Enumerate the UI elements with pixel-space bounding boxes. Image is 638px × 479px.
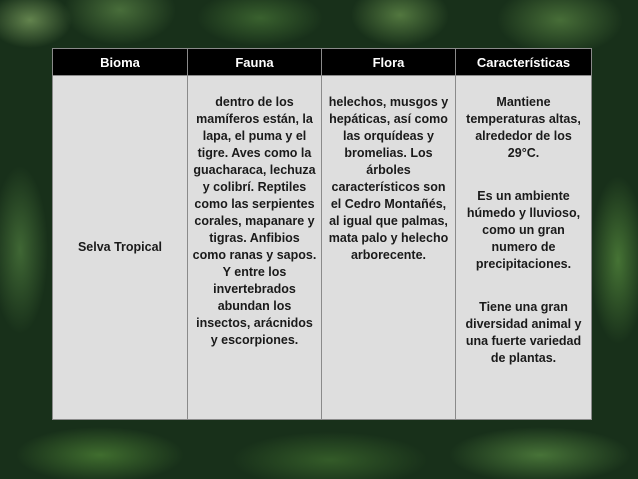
- header-caracteristicas: Características: [456, 49, 592, 76]
- cell-bioma: Selva Tropical: [53, 76, 188, 420]
- caracteristica-item: Mantiene temperaturas altas, alrededor de los 29°C.: [466, 95, 581, 160]
- header-flora: Flora: [322, 49, 456, 76]
- caracteristica-item: Tiene una gran diversidad animal y una fuerte variedad de plantas.: [465, 300, 582, 365]
- fauna-text: dentro de los mamíferos están, la lapa, el puma y el tigre. Aves como la guacharaca, lechuza y colibrí. Reptiles como las serpientes corales, mapanare y tigras. Anfibios como ranas y sapos. Y entre los invertebrados abundan los insectos, arácnidos y escorpiones.: [192, 95, 317, 347]
- biome-table: [52, 48, 592, 420]
- cell-fauna: [188, 76, 322, 420]
- cell-caracteristicas: [456, 76, 592, 420]
- flora-text: helechos, musgos y hepáticas, así como las orquídeas y bromelias. Los árboles característicos son el Cedro Montañés, al igual que palmas, mata palo y helecho arborecente.: [328, 95, 449, 262]
- header-bioma: Bioma: [53, 49, 188, 76]
- header-row: [53, 49, 592, 76]
- header-fauna: Fauna: [188, 49, 322, 76]
- table-row: [53, 76, 592, 420]
- caracteristicas-text: [460, 76, 587, 367]
- cell-flora: [322, 76, 456, 420]
- caracteristica-item: Es un ambiente húmedo y lluvioso, como un gran numero de precipitaciones.: [466, 189, 581, 271]
